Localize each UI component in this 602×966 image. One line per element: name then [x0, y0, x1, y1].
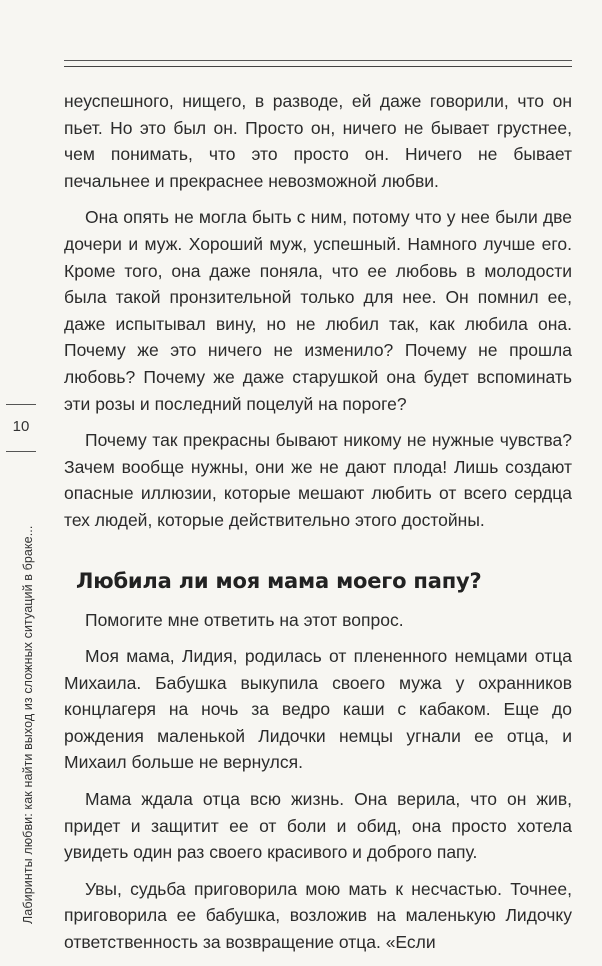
page-body: [64, 88, 572, 966]
paragraph: Почему так прекрасны бывают никому не нужные чувства? Зачем вообще нужны, они же не дают плода! Лишь создают опасные иллюзии, которые мешают любить от всего сердца тех людей, которые действительно этого достойны.: [64, 430, 572, 530]
paragraph: Помогите мне ответить на этот вопрос.: [85, 609, 404, 630]
page-number: 10: [12, 418, 30, 435]
header-rule-thick: [64, 66, 572, 67]
page-number-rule-top: [6, 404, 36, 405]
running-title: Лабиринты любви: как найти выход из сложных ситуаций в браке...: [21, 525, 35, 924]
paragraph: Она опять не могла быть с ним, потому что у нее были две дочери и муж. Хороший муж, успешный. Намного лучше его. Кроме того, она даже поняла, что ее любовь в молодости была такой пронзительной только для нее. Он помнил ее, даже испытывал вину, но не любил так, как любила она. Почему же это ничего не изменило? Почему не прошла любовь? Почему же даже старушкой она будет вспоминать эти розы и последний поцелуй на пороге?: [64, 207, 572, 414]
paragraph: Мама ждала отца всю жизнь. Она верила, что он жив, придет и защитит ее от боли и обид, она просто хотела увидеть один раз своего красивого и доброго папу.: [64, 789, 572, 863]
paragraph: неуспешного, нищего, в разводе, ей даже говорили, что он пьет. Но это был он. Просто он, ничего не бывает грустнее, чем понимать, что это просто он. Ничего не бывает печальнее и прекраснее невозможной любви.: [64, 91, 572, 191]
header-rule-thin: [64, 60, 572, 61]
page-number-rule-bottom: [6, 451, 36, 452]
section-heading: Любила ли моя мама моего папу?: [76, 568, 482, 593]
paragraph: Увы, судьба приговорила мою мать к несчастью. Точнее, приговорила ее бабушка, возложив на маленькую Лидочку ответственность за возвращение отца. «Если: [64, 878, 572, 953]
paragraph: Моя мама, Лидия, родилась от плененного немцами отца Михаила. Бабушка выкупила своего мужа у охранников концлагеря на ночь за ведро каши с кабаком. Еще до рождения маленькой Лидочки немцы угнали ее отца, и Михаил больше не вернулся.: [64, 646, 572, 773]
